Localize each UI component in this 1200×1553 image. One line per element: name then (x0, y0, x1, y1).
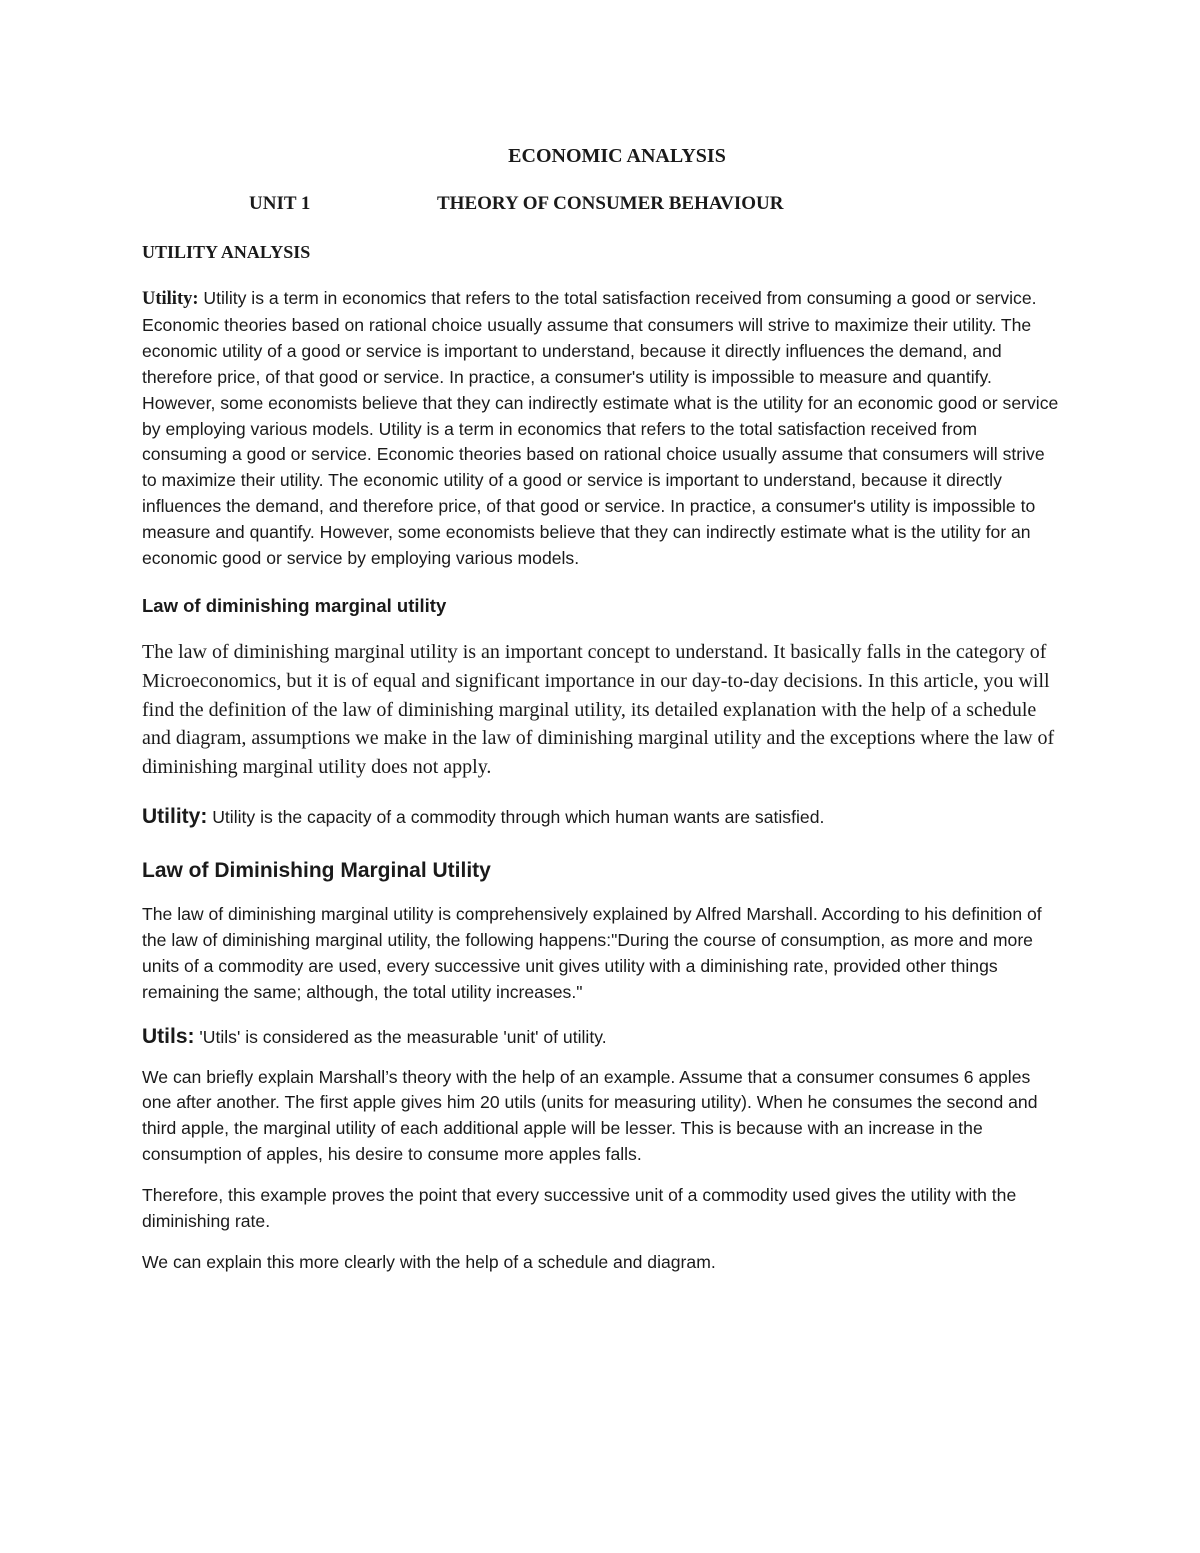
document-page (142, 140, 1062, 1276)
unit-header (142, 190, 1062, 218)
law-dmu-heading: Law of Diminishing Marginal Utility (142, 858, 491, 882)
utility-intro-paragraph (142, 286, 1062, 572)
utils-definition-term: Utils: (142, 1024, 195, 1048)
unit-label: UNIT 1 (249, 193, 311, 214)
law-section-intro: The law of diminishing marginal utility is an important concept to understand. It basically falls in the category of Microeconomics, but it is of equal and significant importance in our day-to-day decisions. In this article, you will find the definition of the law of diminishing marginal utility, its detailed explanation with the help of a schedule and diagram, assumptions we make in the law of diminishing marginal utility and the exceptions where the law of diminishing marginal utility does not apply. (142, 640, 1055, 779)
example-paragraph: We can briefly explain Marshall’s theory with the help of an example. Assume that a consumer consumes 6 apples one after another. The first apple gives him 20 utils (units for measuring utility). When he consumes the second and third apple, the marginal utility of each additional apple will be lesser. This is because with an increase in the consumption of apples, his desire to consume more apples falls. (142, 1066, 1038, 1165)
utils-definition (142, 1024, 1062, 1050)
law-dmu-definition: The law of diminishing marginal utility is comprehensively explained by Alfred Marshall. According to his definition of the law of diminishing marginal utility, the following happens:"During the course of consumption, as more and more units of a commodity are used, every successive unit gives utility with a diminishing rate, provided other things remaining the same; although, the total utility increases." (142, 903, 1042, 1002)
utility-definition (142, 804, 1062, 830)
utility-definition-text: Utility is the capacity of a commodity through which human wants are satisfied. (207, 806, 825, 827)
document-title: ECONOMIC ANALYSIS (508, 145, 726, 167)
section-heading: UTILITY ANALYSIS (142, 242, 311, 262)
utils-definition-text: 'Utils' is considered as the measurable 'unit' of utility. (194, 1026, 607, 1047)
explain-paragraph: We can explain this more clearly with the help of a schedule and diagram. (142, 1252, 716, 1273)
utility-intro-text: Utility is a term in economics that refers to the total satisfaction received from consuming a good or service. Economic theories based on rational choice usually assume that consumers will strive to maximize their utility. The economic utility of a good or service is important to understand, because it directly influences the demand, and therefore price, of that good or service. In practice, a consumer's utility is impossible to measure and quantify. However, some economists believe that they can indirectly estimate what is the utility for an economic good or service by employing various models. Utility is a term in economics that refers to the total satisfaction received from consuming a good or service. Economic theories based on rational choice usually assume that consumers will strive to maximize their utility. The economic utility of a good or service is important to understand, because it directly influences the demand, and therefore price, of that good or service. In practice, a consumer's utility is impossible to measure and quantify. However, some economists believe that they can indirectly estimate what is the utility for an economic good or service by employing various models. (142, 288, 1059, 569)
utility-intro-term: Utility: (142, 289, 199, 309)
therefore-paragraph: Therefore, this example proves the point that every successive unit of a commodity used gives the utility with the diminishing rate. (142, 1185, 1017, 1232)
unit-title: THEORY OF CONSUMER BEHAVIOUR (437, 193, 784, 214)
utility-definition-term: Utility: (142, 804, 208, 828)
law-section-heading: Law of diminishing marginal utility (142, 594, 447, 616)
